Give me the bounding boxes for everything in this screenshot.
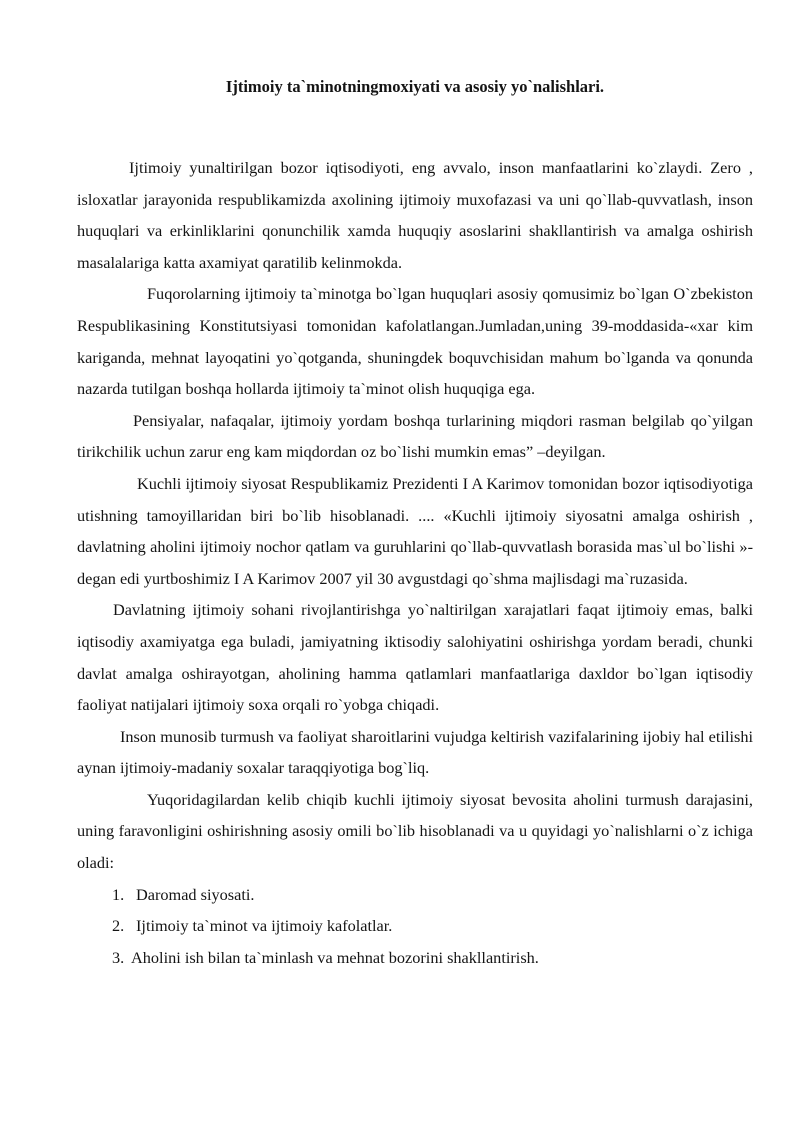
- paragraph: Inson munosib turmush va faoliyat sharoitlarini vujudga keltirish vazifalarining ijobiy hal etilishi aynan ijtimoiy-madaniy soxalar taraqqiyotiga bog`liq.: [77, 726, 753, 778]
- paragraph: Ijtimoiy yunaltirilgan bozor iqtisodiyoti, eng avvalo, inson manfaatlarini ko`zlaydi. Zero , isloxatlar jarayonida respublikamizda axolining ijtimoiy muxofazasi va uni qo`llab-quvvatlash, inson huquqlari va erkinliklarini qonunchilik xamda huquqiy asoslarini shakllantirish va amalga oshirish masalalariga katta axamiyat qaratilib kelinmokda.: [77, 158, 753, 272]
- document-title: Ijtimoiy ta`minotningmoxiyati va asosiy yo`nalishlari.: [225, 77, 605, 96]
- list-item-number: 3.: [112, 947, 125, 967]
- directions-list: [77, 879, 753, 974]
- list-item-text: Aholini ish bilan ta`minlash va mehnat bozorini shakllantirish.: [131, 947, 539, 967]
- list-item-text: Daromad siyosati.: [136, 884, 255, 904]
- list-item: [77, 879, 753, 911]
- list-item-text: Ijtimoiy ta`minot va ijtimoiy kafolatlar.: [136, 916, 393, 936]
- paragraph: Yuqoridagilardan kelib chiqib kuchli ijtimoiy siyosat bevosita aholini turmush darajasini, uning faravonligini oshirishning asosiy omili bo`lib hisoblanadi va u quyidagi yo`nalishlarni o`z ichiga oladi:: [77, 789, 753, 873]
- list-item: [77, 910, 753, 942]
- paragraph: Fuqorolarning ijtimoiy ta`minotga bo`lgan huquqlari asosiy qomusimiz bo`lgan O`zbekiston Respublikasining Konstitutsiyasi tomonidan kafolatlangan.Jumladan,uning 39-moddasida-«xar kim kariganda, mehnat layoqatini yo`qotganda, shuningdek boquvchisidan mahum bo`lganda va qonunda nazarda tutilgan boshqa hollarda ijtimoiy ta`minot olish huquqiga ega.: [77, 284, 753, 399]
- document-body: [77, 152, 753, 973]
- paragraph: Kuchli ijtimoiy siyosat Respublikamiz Prezidenti I A Karimov tomonidan bozor iqtisodiyotiga utishning tamoyillaridan biri bo`lib hisoblanadi. .... «Kuchli ijtimoiy siyosatni amalga oshirish , davlatning aholini ijtimoiy nochor qatlam va guruhlarini qo`llab-quvvatlash borasida mas`ul bo`lishi »- degan edi yurtboshimiz I A Karimov 2007 yil 30 avgustdagi qo`shma majlisdagi ma`ruzasida.: [77, 473, 753, 588]
- list-item-number: 1.: [112, 884, 125, 904]
- list-item: [77, 942, 753, 974]
- list-item-number: 2.: [112, 916, 125, 936]
- paragraph: Davlatning ijtimoiy sohani rivojlantirishga yo`naltirilgan xarajatlari faqat ijtimoiy emas, balki iqtisodiy axamiyatga ega buladi, jamiyatning iktisodiy salohiyatini oshirishga yordam beradi, chunki davlat amalga oshirayotgan, aholining hamma qatlamlari manfaatlariga daxldor bo`lgan iqtisodiy faoliyat natijalari ijtimoiy soxa orqali ro`yobga chiqadi.: [77, 600, 753, 715]
- paragraph: Pensiyalar, nafaqalar, ijtimoiy yordam boshqa turlarining miqdori rasman belgilab qo`yilgan tirikchilik uchun zarur eng kam miqdordan oz bo`lishi mumkin emas” –deyilgan.: [77, 410, 753, 462]
